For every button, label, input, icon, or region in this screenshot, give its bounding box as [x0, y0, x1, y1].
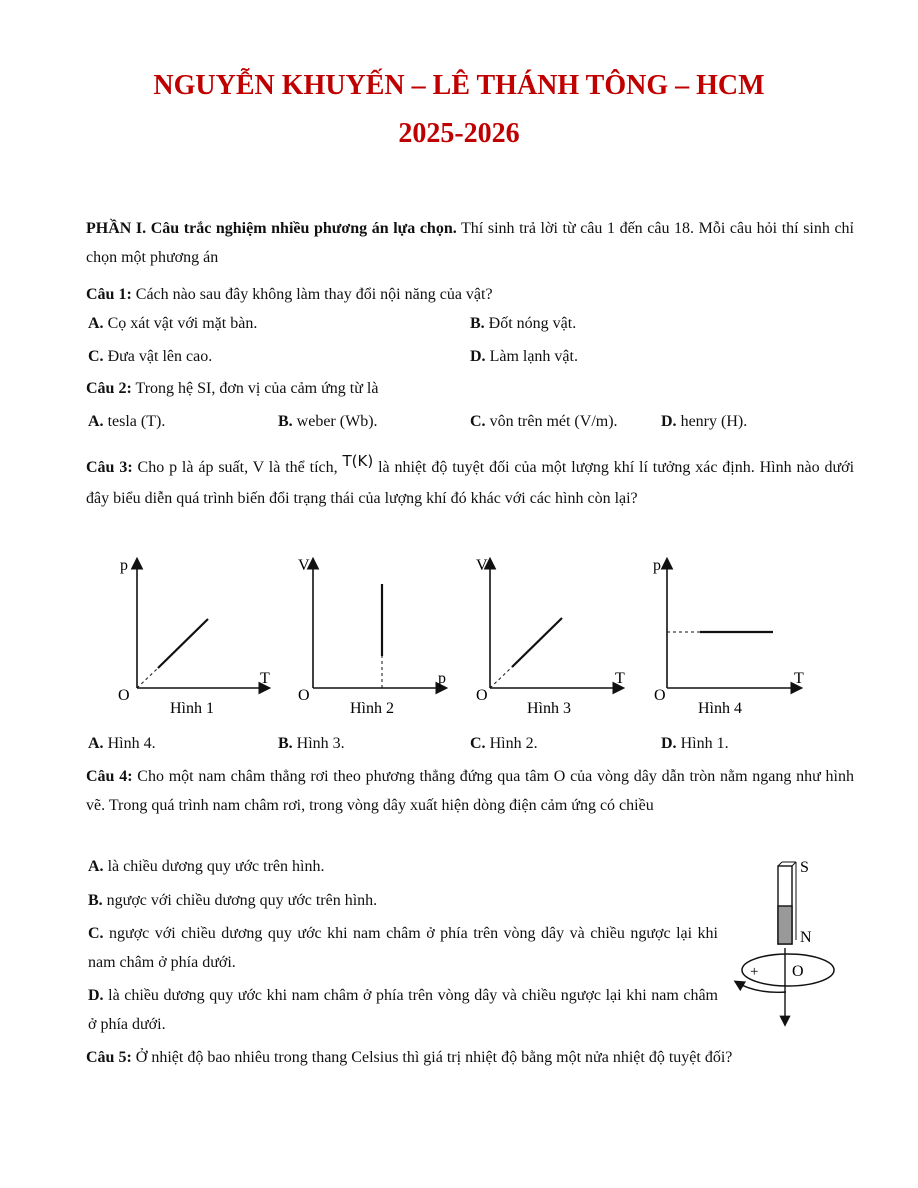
- option-text: weber (Wb).: [292, 413, 378, 430]
- q4-label: Câu 4:: [86, 768, 133, 785]
- q5-label: Câu 5:: [86, 1049, 132, 1066]
- option-text: ngược với chiều dương quy ước khi nam châm ở phía trên vòng dây và chiều ngược lại khi nam châm ở phía dưới.: [88, 925, 718, 971]
- option-text: Đưa vật lên cao.: [103, 348, 213, 365]
- option-letter: A.: [88, 858, 104, 875]
- figure-4-x: T: [794, 670, 804, 687]
- q3-label: Câu 3:: [86, 459, 133, 476]
- option-text: Hình 3.: [292, 735, 345, 752]
- q1-option-a[interactable]: [88, 309, 257, 338]
- figure-4-o: O: [654, 687, 666, 704]
- q4-magnet-figure: [730, 852, 850, 1032]
- magnet-n-label: N: [800, 929, 812, 946]
- option-letter: D.: [88, 987, 104, 1004]
- option-letter: B.: [88, 892, 103, 909]
- magnet-s-label: S: [800, 859, 809, 876]
- option-text: Hình 4.: [103, 735, 156, 752]
- q2-option-b[interactable]: [278, 407, 378, 436]
- option-letter: D.: [470, 348, 486, 365]
- q1-option-d[interactable]: [470, 342, 578, 371]
- q2-text: Trong hệ SI, đơn vị của cảm ứng từ là: [131, 380, 379, 397]
- q2-option-a[interactable]: [88, 407, 165, 436]
- option-letter: C.: [88, 348, 104, 365]
- option-letter: D.: [661, 735, 677, 752]
- q3-graphs: [100, 548, 820, 723]
- q4-option-a[interactable]: [88, 852, 718, 881]
- figure-2: [298, 557, 446, 717]
- q1-label: Câu 1:: [86, 286, 132, 303]
- option-text: Cọ xát vật với mặt bàn.: [103, 315, 258, 332]
- option-text: Đốt nóng vật.: [484, 315, 577, 332]
- figure-1-y: p: [120, 557, 128, 574]
- option-text: tesla (T).: [103, 413, 166, 430]
- header-year: 2025-2026: [398, 118, 520, 149]
- q4-option-c[interactable]: [88, 919, 718, 977]
- figure-2-caption: Hình 2: [350, 700, 394, 717]
- option-letter: D.: [661, 413, 677, 430]
- q3-tk: T(K): [342, 452, 374, 470]
- figure-3: [476, 557, 625, 717]
- plus-label: +: [750, 964, 759, 980]
- q1-text: Cách nào sau đây không làm thay đổi nội năng của vật?: [131, 286, 493, 303]
- figure-2-o: O: [298, 687, 310, 704]
- option-text: là chiều dương quy ước trên hình.: [103, 858, 325, 875]
- figure-1-x: T: [260, 670, 270, 687]
- option-letter: C.: [470, 735, 486, 752]
- q3-text-b: là nhiệt độ tuyệt đối của một lượng khí lí tưởng xác định. Hình nào dưới đây biểu diễn quá trình biến đổi trạng thái của lượng khí đó khác với các hình còn lại?: [86, 459, 855, 507]
- figure-3-x: T: [615, 670, 625, 687]
- q2-label: Câu 2:: [86, 380, 132, 397]
- figure-1-o: O: [118, 687, 130, 704]
- figure-2-x: p: [438, 670, 446, 687]
- figure-4-caption: Hình 4: [698, 700, 742, 717]
- q5-text: Ở nhiệt độ bao nhiêu trong thang Celsius thì giá trị nhiệt độ bằng một nửa nhiệt độ tuyệt đối?: [131, 1049, 733, 1066]
- header-school: NGUYỄN KHUYẾN – LÊ THÁNH TÔNG – HCM: [153, 70, 765, 101]
- figure-2-y: V: [298, 557, 310, 574]
- question-1: [86, 280, 854, 309]
- q4-option-d[interactable]: [88, 981, 718, 1039]
- q4-text: Cho một nam châm thẳng rơi theo phương thẳng đứng qua tâm O của vòng dây dẫn tròn nằm ngang như hình vẽ. Trong quá trình nam châm rơi, trong vòng dây xuất hiện dòng điện cảm ứng có chiều: [86, 768, 855, 814]
- figure-4: [653, 557, 804, 717]
- figure-3-y: V: [476, 557, 488, 574]
- option-letter: B.: [278, 413, 293, 430]
- question-5: [86, 1043, 854, 1072]
- part1-label: PHẦN I. Câu trắc nghiệm nhiều phương án lựa chọn.: [86, 220, 457, 237]
- figure-3-caption: Hình 3: [527, 700, 571, 717]
- figure-1-caption: Hình 1: [170, 700, 214, 717]
- q3-option-d[interactable]: [661, 729, 729, 758]
- option-letter: A.: [88, 315, 104, 332]
- q4-option-b[interactable]: [88, 886, 718, 915]
- question-4: [86, 762, 854, 820]
- option-letter: C.: [470, 413, 486, 430]
- part1-intro: [86, 214, 854, 272]
- figure-1: [118, 557, 270, 717]
- option-text: ngược với chiều dương quy ước trên hình.: [102, 892, 378, 909]
- center-o-label: O: [792, 963, 804, 980]
- q3-option-c[interactable]: [470, 729, 538, 758]
- figure-3-o: O: [476, 687, 488, 704]
- option-letter: A.: [88, 735, 104, 752]
- option-letter: C.: [88, 925, 104, 942]
- question-3: [86, 452, 854, 514]
- option-text: vôn trên mét (V/m).: [485, 413, 618, 430]
- option-text: Hình 2.: [485, 735, 538, 752]
- option-text: Làm lạnh vật.: [485, 348, 578, 365]
- q1-option-b[interactable]: [470, 309, 576, 338]
- q1-option-c[interactable]: [88, 342, 212, 371]
- q3-option-a[interactable]: [88, 729, 156, 758]
- option-letter: B.: [278, 735, 293, 752]
- q3-option-b[interactable]: [278, 729, 345, 758]
- q2-option-c[interactable]: [470, 407, 618, 436]
- q3-text-a: Cho p là áp suất, V là thể tích,: [132, 459, 343, 476]
- question-2: [86, 374, 854, 403]
- option-text: henry (H).: [676, 413, 748, 430]
- bar-magnet: [778, 862, 796, 944]
- figure-4-y: p: [653, 557, 661, 574]
- option-letter: B.: [470, 315, 485, 332]
- option-letter: A.: [88, 413, 104, 430]
- option-text: Hình 1.: [676, 735, 729, 752]
- part1-text: Thí sinh trả lời từ câu 1 đến câu 18. Mỗi câu hỏi thí sinh chỉ chọn một phương án: [86, 220, 854, 266]
- option-text: là chiều dương quy ước khi nam châm ở phía trên vòng dây và chiều ngược lại khi nam châm ở phía dưới.: [88, 987, 718, 1033]
- q2-option-d[interactable]: [661, 407, 747, 436]
